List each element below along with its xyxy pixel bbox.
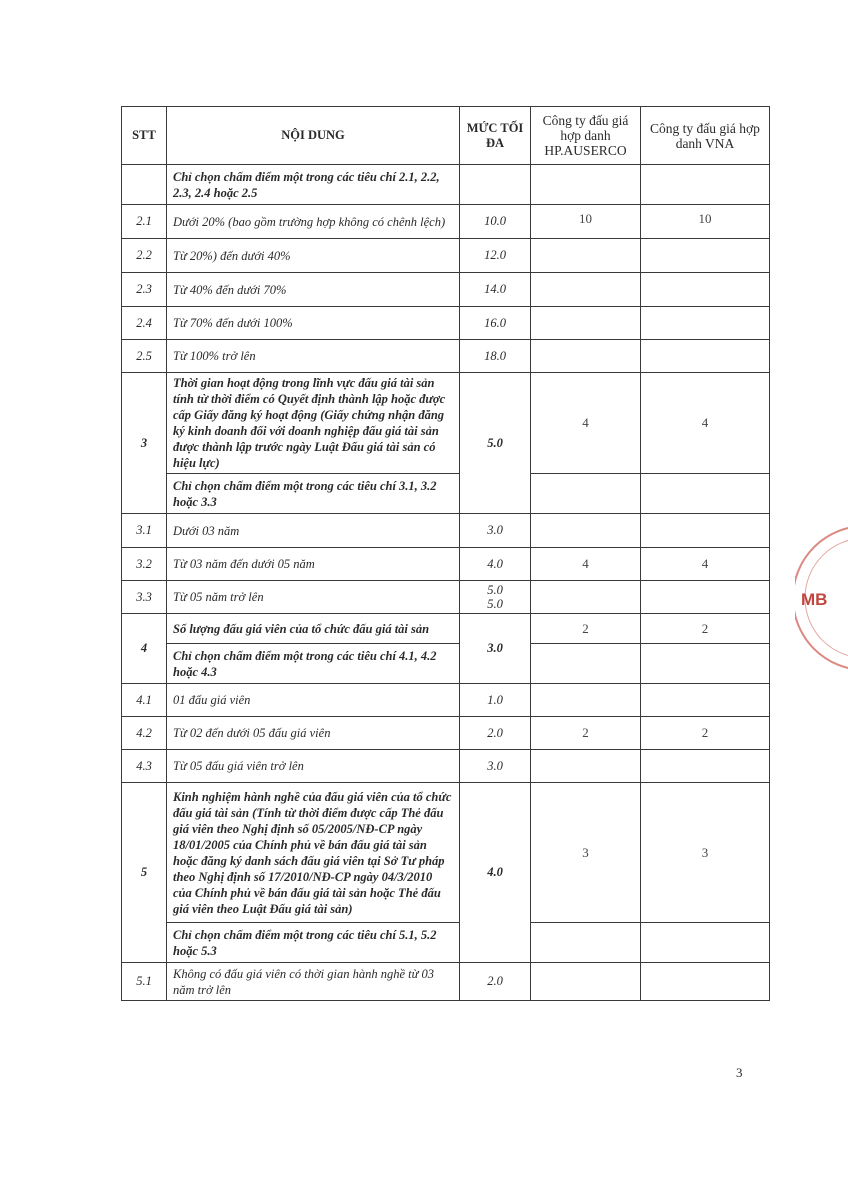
score-cell	[641, 165, 770, 205]
score-cell	[641, 644, 770, 684]
stt-cell: 2.5	[122, 340, 167, 373]
score-cell	[531, 165, 641, 205]
criteria-note: Chỉ chọn chấm điểm một trong các tiêu chí 4.1, 4.2 hoặc 4.3	[167, 644, 460, 684]
stt-cell: 4.2	[122, 717, 167, 750]
stt-cell: 3.3	[122, 581, 167, 614]
max-cell: 4.0	[460, 783, 531, 963]
max-cell: 2.0	[460, 963, 531, 1001]
criteria-text: Từ 70% đến dưới 100%	[167, 307, 460, 340]
score-cell: 4	[531, 373, 641, 474]
criteria-note: Chỉ chọn chấm điểm một trong các tiêu chí 2.1, 2.2, 2.3, 2.4 hoặc 2.5	[167, 165, 460, 205]
score-cell	[641, 963, 770, 1001]
score-cell	[531, 684, 641, 717]
table-row	[122, 514, 770, 548]
table-row	[122, 165, 770, 205]
score-cell: 3	[531, 783, 641, 923]
score-cell: 4	[641, 548, 770, 581]
page-number: 3	[736, 1065, 743, 1080]
table-row	[122, 750, 770, 783]
header-stt: STT	[122, 107, 167, 165]
stt-cell: 5.1	[122, 963, 167, 1001]
table-row	[122, 614, 770, 644]
stt-cell: 4.1	[122, 684, 167, 717]
criteria-text: Số lượng đấu giá viên của tổ chức đấu giá tài sản	[167, 614, 460, 644]
max-cell: 4.0	[460, 548, 531, 581]
table-row	[122, 307, 770, 340]
table-row	[122, 963, 770, 1001]
score-cell	[641, 923, 770, 963]
score-cell: 2	[641, 614, 770, 644]
score-cell	[641, 750, 770, 783]
score-cell: 2	[531, 717, 641, 750]
criteria-text: Kinh nghiệm hành nghề của đấu giá viên của tổ chức đấu giá tài sản (Tính từ thời điểm được cấp Thẻ đấu giá viên theo Nghị định số 05/2005/NĐ-CP ngày 18/01/2005 của Chính phủ về bán đấu giá tài sản hoặc đăng ký danh sách đấu giá viên tại Sở Tư pháp theo Nghị định số 17/2010/NĐ-CP ngày 04/3/2010 của Chính phủ về bán đấu giá tài sản hoặc Thẻ đấu giá viên theo Luật Đấu giá tài sản)	[167, 783, 460, 923]
max-cell: 16.0	[460, 307, 531, 340]
stt-cell: 4	[122, 614, 167, 684]
table-row	[122, 923, 770, 963]
criteria-text: Từ 40% đến dưới 70%	[167, 273, 460, 307]
table-header-row	[122, 107, 770, 165]
score-cell: 4	[531, 548, 641, 581]
table-row	[122, 684, 770, 717]
score-cell	[531, 514, 641, 548]
header-company-2: Công ty đấu giá hợp danh VNA	[641, 107, 770, 165]
max-cell: 1.0	[460, 684, 531, 717]
table-row	[122, 644, 770, 684]
table-row	[122, 474, 770, 514]
score-cell: 10	[531, 205, 641, 239]
header-company-1: Công ty đấu giá hợp danh HP.AUSERCO	[531, 107, 641, 165]
table-row	[122, 205, 770, 239]
table-row	[122, 548, 770, 581]
stt-cell: 3	[122, 373, 167, 514]
criteria-text: Dưới 03 năm	[167, 514, 460, 548]
score-cell	[531, 963, 641, 1001]
table-row	[122, 373, 770, 474]
stamp-text: MB	[801, 590, 828, 609]
criteria-text: Từ 20%) đến dưới 40%	[167, 239, 460, 273]
score-cell	[531, 750, 641, 783]
stt-cell: 3.2	[122, 548, 167, 581]
criteria-text: 01 đấu giá viên	[167, 684, 460, 717]
max-cell: 12.0	[460, 239, 531, 273]
score-cell: 10	[641, 205, 770, 239]
criteria-text: Thời gian hoạt động trong lĩnh vực đấu giá tài sản tính từ thời điểm có Quyết định thành lập hoặc được cấp Giấy đăng ký hoạt động (Giấy chứng nhận đăng ký kinh doanh đối với doanh nghiệp đấu giá tài sản được thành lập trước ngày Luật Đấu giá tài sản có hiệu lực)	[167, 373, 460, 474]
score-cell	[641, 514, 770, 548]
score-cell	[641, 239, 770, 273]
stt-cell: 2.1	[122, 205, 167, 239]
score-cell	[641, 474, 770, 514]
max-cell: 5.0	[460, 373, 531, 514]
table-row	[122, 717, 770, 750]
score-cell	[641, 581, 770, 614]
max-cell: 3.0	[460, 514, 531, 548]
max-cell: 18.0	[460, 340, 531, 373]
criteria-text: Dưới 20% (bao gồm trường hợp không có chênh lệch)	[167, 205, 460, 239]
header-noi-dung: NỘI DUNG	[167, 107, 460, 165]
header-muc-toi-da: MỨC TỐI ĐA	[460, 107, 531, 165]
criteria-text: Từ 05 năm trở lên	[167, 581, 460, 614]
score-cell	[531, 581, 641, 614]
table-row	[122, 239, 770, 273]
table-row	[122, 340, 770, 373]
criteria-text: Không có đấu giá viên có thời gian hành nghề từ 03 năm trở lên	[167, 963, 460, 1001]
scoring-table	[121, 106, 770, 1001]
score-cell: 2	[531, 614, 641, 644]
stt-cell: 2.3	[122, 273, 167, 307]
score-cell	[641, 307, 770, 340]
max-value: 5.0	[487, 597, 503, 611]
score-cell: 4	[641, 373, 770, 474]
table-row	[122, 273, 770, 307]
score-cell	[641, 273, 770, 307]
max-value: 5.0	[487, 583, 503, 597]
stt-cell: 3.1	[122, 514, 167, 548]
max-cell: 3.0	[460, 750, 531, 783]
criteria-note: Chỉ chọn chấm điểm một trong các tiêu chí 5.1, 5.2 hoặc 5.3	[167, 923, 460, 963]
stt-cell	[122, 165, 167, 205]
score-cell	[531, 307, 641, 340]
score-cell: 3	[641, 783, 770, 923]
score-cell	[531, 340, 641, 373]
stt-cell: 2.2	[122, 239, 167, 273]
table-row	[122, 783, 770, 923]
max-cell: 2.0	[460, 717, 531, 750]
max-cell: 3.0	[460, 614, 531, 684]
score-cell	[531, 923, 641, 963]
stt-cell: 4.3	[122, 750, 167, 783]
criteria-text: Từ 03 năm đến dưới 05 năm	[167, 548, 460, 581]
criteria-text: Từ 02 đến dưới 05 đấu giá viên	[167, 717, 460, 750]
max-cell: 14.0	[460, 273, 531, 307]
table-row	[122, 581, 770, 614]
criteria-note: Chỉ chọn chấm điểm một trong các tiêu chí 3.1, 3.2 hoặc 3.3	[167, 474, 460, 514]
max-cell: 10.0	[460, 205, 531, 239]
score-cell	[641, 340, 770, 373]
criteria-text: Từ 05 đấu giá viên trở lên	[167, 750, 460, 783]
score-cell	[531, 239, 641, 273]
stt-cell: 5	[122, 783, 167, 963]
stt-cell: 2.4	[122, 307, 167, 340]
score-cell: 2	[641, 717, 770, 750]
score-cell	[531, 644, 641, 684]
score-cell	[531, 273, 641, 307]
max-cell	[460, 581, 531, 614]
max-cell	[460, 165, 531, 205]
score-cell	[531, 474, 641, 514]
criteria-text: Từ 100% trở lên	[167, 340, 460, 373]
score-cell	[641, 684, 770, 717]
